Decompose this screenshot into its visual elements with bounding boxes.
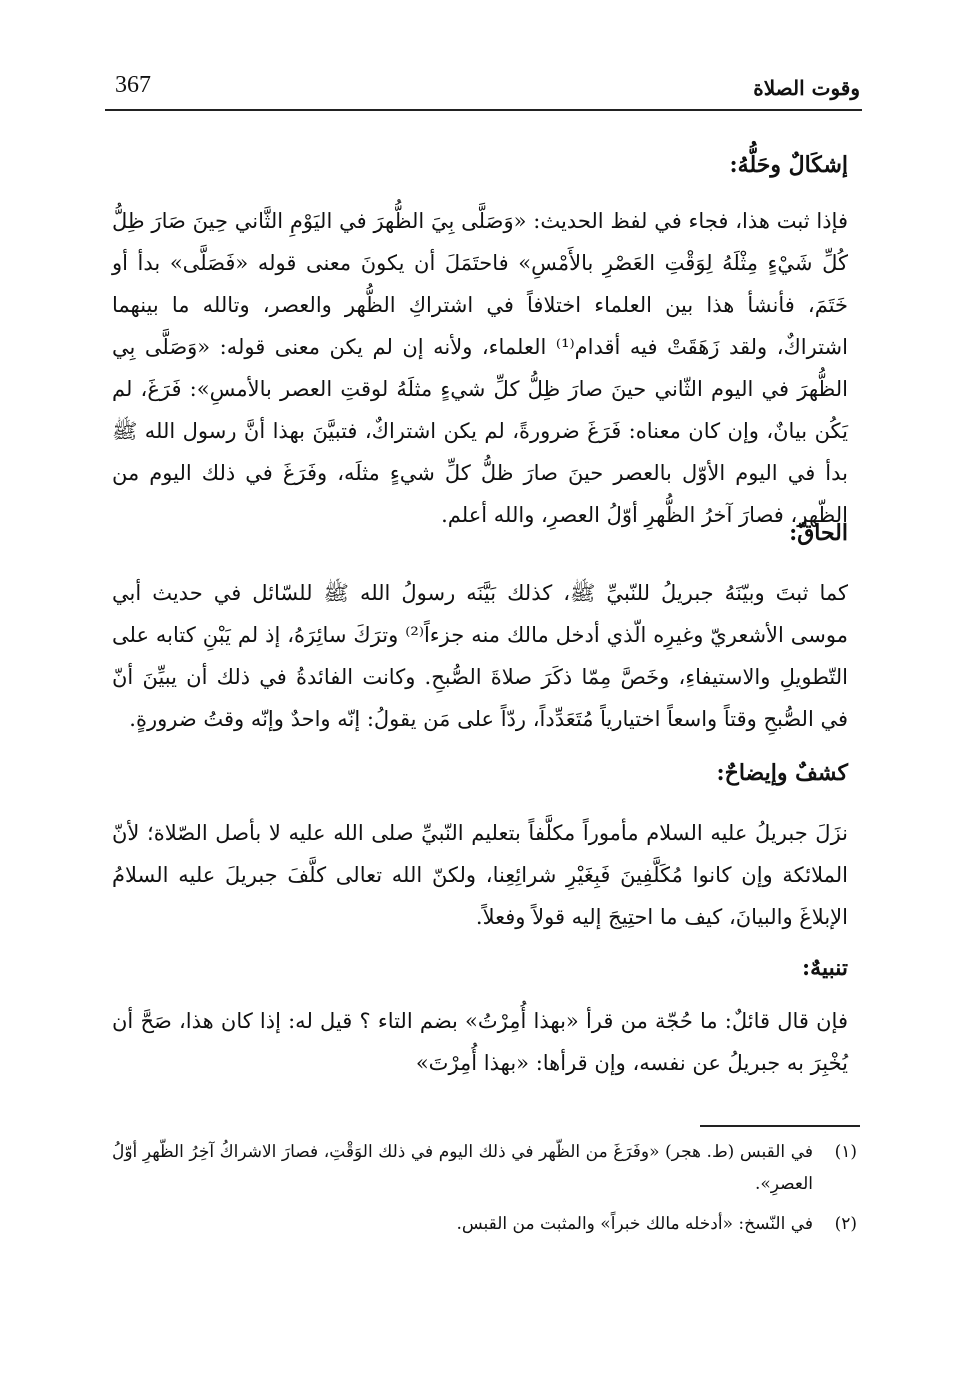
section-paragraph xyxy=(112,200,848,536)
page-header xyxy=(105,70,860,110)
running-title: وقوت الصلاة xyxy=(753,76,860,100)
section-paragraph xyxy=(112,572,848,740)
section-heading-text: كشفٌ وإيضاحٌ: xyxy=(716,760,848,786)
footnote xyxy=(112,1136,857,1200)
section-heading xyxy=(112,152,848,178)
section-heading xyxy=(112,955,848,981)
footnote-number: (٢) xyxy=(834,1214,857,1234)
paragraph-text: فإن قال قائلٌ: ما حُجّة من قرأ «بهذا أُمِرْتُ» بضم التاء ؟ قيل له: إذا كان هذا، صَحَّ أن يُخْبِرَ به جبريلُ عن نفسه، وإن قرأها: «بهذا أُمِرْتَ» xyxy=(112,1009,848,1075)
paragraph-text: نزَلَ جبريلُ عليه السلام مأموراً مكلَّفاً بتعليم النّبيِّ صلى الله عليه لا بأصل الصّلاة؛ لأنّ الملائكة وإن كانوا مُكَلَّفِينَ فَبِغَيْرِ شرائِعِنا، ولكنّ الله تعالى كلَّفَ جبريلَ عليه السلامُ الإبلاغَ والبيانَ، كيف ما احتِيجَ إليه قولاً وفعلاً. xyxy=(112,821,848,929)
footnote-rule xyxy=(700,1125,860,1127)
section-heading-text: الحاقّ: xyxy=(789,520,848,546)
page-number: 367 xyxy=(115,72,151,98)
section-paragraph xyxy=(112,812,848,938)
footnotes xyxy=(112,1136,857,1248)
section-heading-text: تنبيهٌ: xyxy=(802,955,848,981)
footnote xyxy=(112,1208,857,1240)
section-heading xyxy=(112,760,848,786)
paragraph-text: فإذا ثبت هذا، فجاء في لفظ الحديث: «وَصَلَّى بِيَ الظُّهرَ في اليَوْمِ الثَّاني حِينَ صَارَ ظِلُّ كُلِّ شَيْءٍ مِثْلَهُ لِوَقْتِ العَصْرِ بالأَمْسِ» فاحتَمَلَ أن يكونَ معنى قوله «فَصَلَّى» بدأ أو خَتَمَ، فأنشأ هذا بين العلماء اختلافاً في اشتراكِ الظُّهر والعصر، وتالله ما بينهما اشتراكٌ، ولقد زَهَقَتْ فيه أقدام⁽¹⁾ العلماء، ولأنه إن لم يكن معنى قوله: «وَصَلَّى بِي الظُّهرَ في اليوم الثّاني حينَ صارَ ظِلُّ كلِّ شيءٍ مثلَهُ لوقتِ العصر بالأمسِ»: فَرَغَ، لم يَكُن بيانٌ، وإن كان معناه: فَرَغَ ضرورةً، لم يكن اشتراكٌ، فتبيَّنَ بهذا أنَّ رسول الله ﷺ بدأ في اليوم الأوّل بالعصر حينَ صارَ ظلُّ كلِّ شيءٍ مثلَه، وفَرَغَ في ذلك اليوم من الظّهر، فصارَ آخرُ الظُّهرِ أوّلُ العصرِ، والله أعلم. xyxy=(112,209,848,527)
footnote-text: في النّسخ: «أدخله مالك خبراً» والمثبت من القبس. xyxy=(456,1214,813,1234)
section-heading-text: إشكَالٌ وحَلُّهُ: xyxy=(729,152,848,178)
section-paragraph xyxy=(112,1000,848,1084)
footnote-number: (١) xyxy=(834,1142,857,1162)
section-heading xyxy=(112,520,848,546)
footnote-text: في القبس (ط. هجر) «وفَرَغَ من الظّهر في ذلك اليوم في ذلك الوَقْتِ، فصارَ الاشراكُ آخِرُ الظّهرِ أوّلُ العصرِ». xyxy=(112,1142,813,1194)
header-rule xyxy=(105,109,862,111)
paragraph-text: كما ثبتَ وبيّنَهُ جبريلُ للنّبيِّ ﷺ، كذلك بَيَّنَه رسولُ الله ﷺ للسّائل في حديث أبي موسى الأشعريّ وغيرِه الّذي أدخل مالك منه جزءاً⁽²⁾ وترَكَ سائِرَهُ، إذ لم يَبْنِ كتابه على التّطويلِ والاستيفاءِ، وخَصَّ مِمّا ذكَرَ صلاةَ الصُّبحِ. وكانت الفائدةُ في ذلك أن يبيِّنَ أنّ في الصُّبحِ وقتاً واسعاً اختيارياً مُتَعَدِّداً، ردّاً على مَن يقولُ: إنّه واحدٌ وإنّه وقتُ ضرورةٍ. xyxy=(112,581,848,731)
